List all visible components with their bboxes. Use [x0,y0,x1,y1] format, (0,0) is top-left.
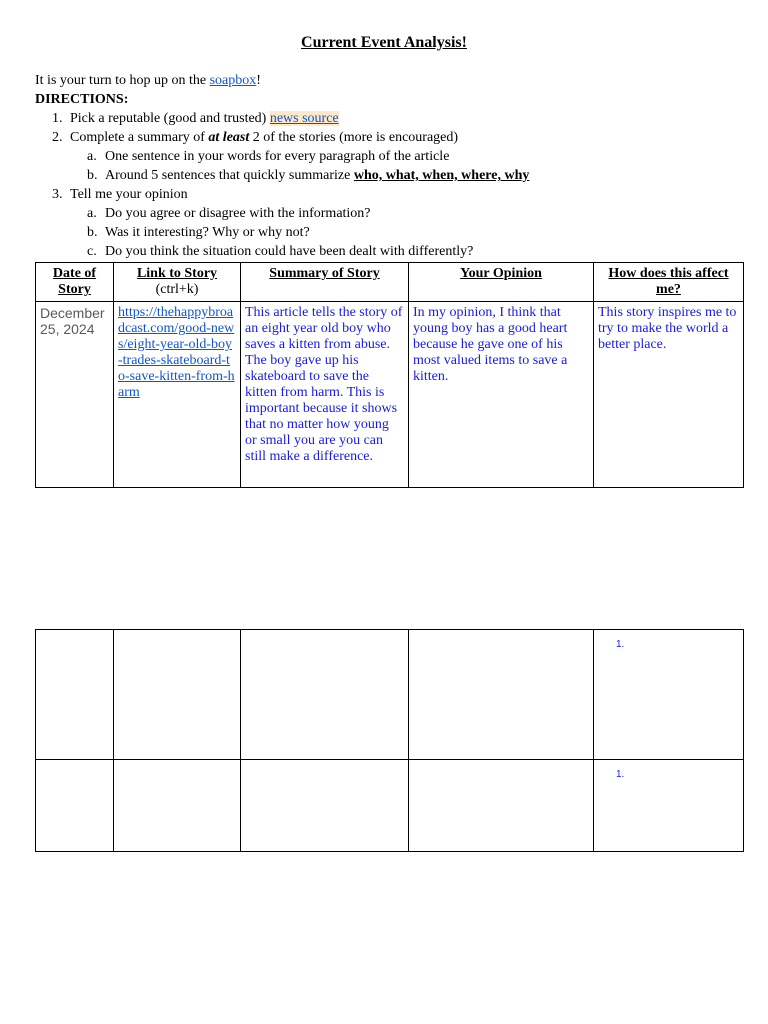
empty-cell-date[interactable] [36,760,114,852]
direction-3-sublist [70,204,755,261]
cell-link[interactable] [114,302,241,488]
cell-summary[interactable]: This article tells the story of an eight year old boy who saves a kitten from abuse. The boy gave up his skateboard to save the kitten from harm. This is important because it shows that no matter how young or small you are you can still make a difference. [241,302,409,488]
empty-cell-affect[interactable] [594,630,744,760]
header-affect: How does this affect me? [594,263,744,302]
direction-1-text: Pick a reputable (good and trusted) [70,111,270,126]
intro-line [35,71,755,90]
list-number-marker: 1. [616,769,625,780]
empty-cell-summary[interactable] [241,630,409,760]
direction-2b [105,166,755,185]
cell-opinion[interactable]: In my opinion, I think that young boy has a good heart because he gave one of his most valued items to save a kitten. [409,302,594,488]
document-title: Current Event Analysis! [301,34,467,51]
cell-date[interactable]: December 25, 2024 [36,302,114,488]
header-opinion: Your Opinion [409,263,594,302]
empty-cell-opinion[interactable] [409,760,594,852]
empty-cell-opinion[interactable] [409,630,594,760]
direction-2b-emphasis: who, what, when, where, why [353,168,530,183]
intro-suffix: ! [256,73,261,88]
story-table [35,262,744,488]
empty-cell-date[interactable] [36,630,114,760]
direction-2-prefix: Complete a summary of [70,130,209,145]
empty-cell-summary[interactable] [241,760,409,852]
direction-2-sublist [70,147,755,185]
direction-3c: Do you think the situation could have been dealt with differently? [105,244,474,259]
news-source-link[interactable]: news source [269,111,339,126]
header-date: Date of Story [36,263,114,302]
table-row [36,760,744,852]
table-header-row [36,263,744,302]
intro-prefix: It is your turn to hop up on the [35,73,210,88]
header-link-hint: (ctrl+k) [155,282,199,297]
empty-story-table [35,629,744,852]
directions-list [35,109,755,261]
direction-item-2 [70,128,755,185]
direction-2-emphasis: at least [208,130,250,145]
soapbox-link[interactable]: soapbox [209,73,257,88]
direction-3-text: Tell me your opinion [70,187,188,202]
direction-3b: Was it interesting? Why or why not? [105,225,310,240]
header-link: Link to Story (ctrl+k) [114,263,241,302]
list-number-marker: 1. [616,639,625,650]
header-summary: Summary of Story [241,263,409,302]
directions-heading: DIRECTIONS: [35,92,129,107]
cell-affect[interactable]: This story inspires me to try to make the world a better place. [594,302,744,488]
direction-item-1 [70,109,755,128]
direction-2a: One sentence in your words for every paragraph of the article [105,149,450,164]
story-link[interactable]: https://thehappybroadcast.com/good-news/eight-year-old-boy-trades-skateboard-to-save-kitten-from-harm [118,305,235,400]
instructions-section [35,71,755,261]
empty-cell-affect[interactable] [594,760,744,852]
direction-item-3 [70,185,755,261]
direction-3a: Do you agree or disagree with the information? [105,206,371,221]
direction-2b-prefix: Around 5 sentences that quickly summarize [105,168,354,183]
empty-cell-link[interactable] [114,630,241,760]
table-row [36,630,744,760]
direction-2-suffix: 2 of the stories (more is encouraged) [249,130,459,145]
empty-cell-link[interactable] [114,760,241,852]
table-row [36,302,744,488]
